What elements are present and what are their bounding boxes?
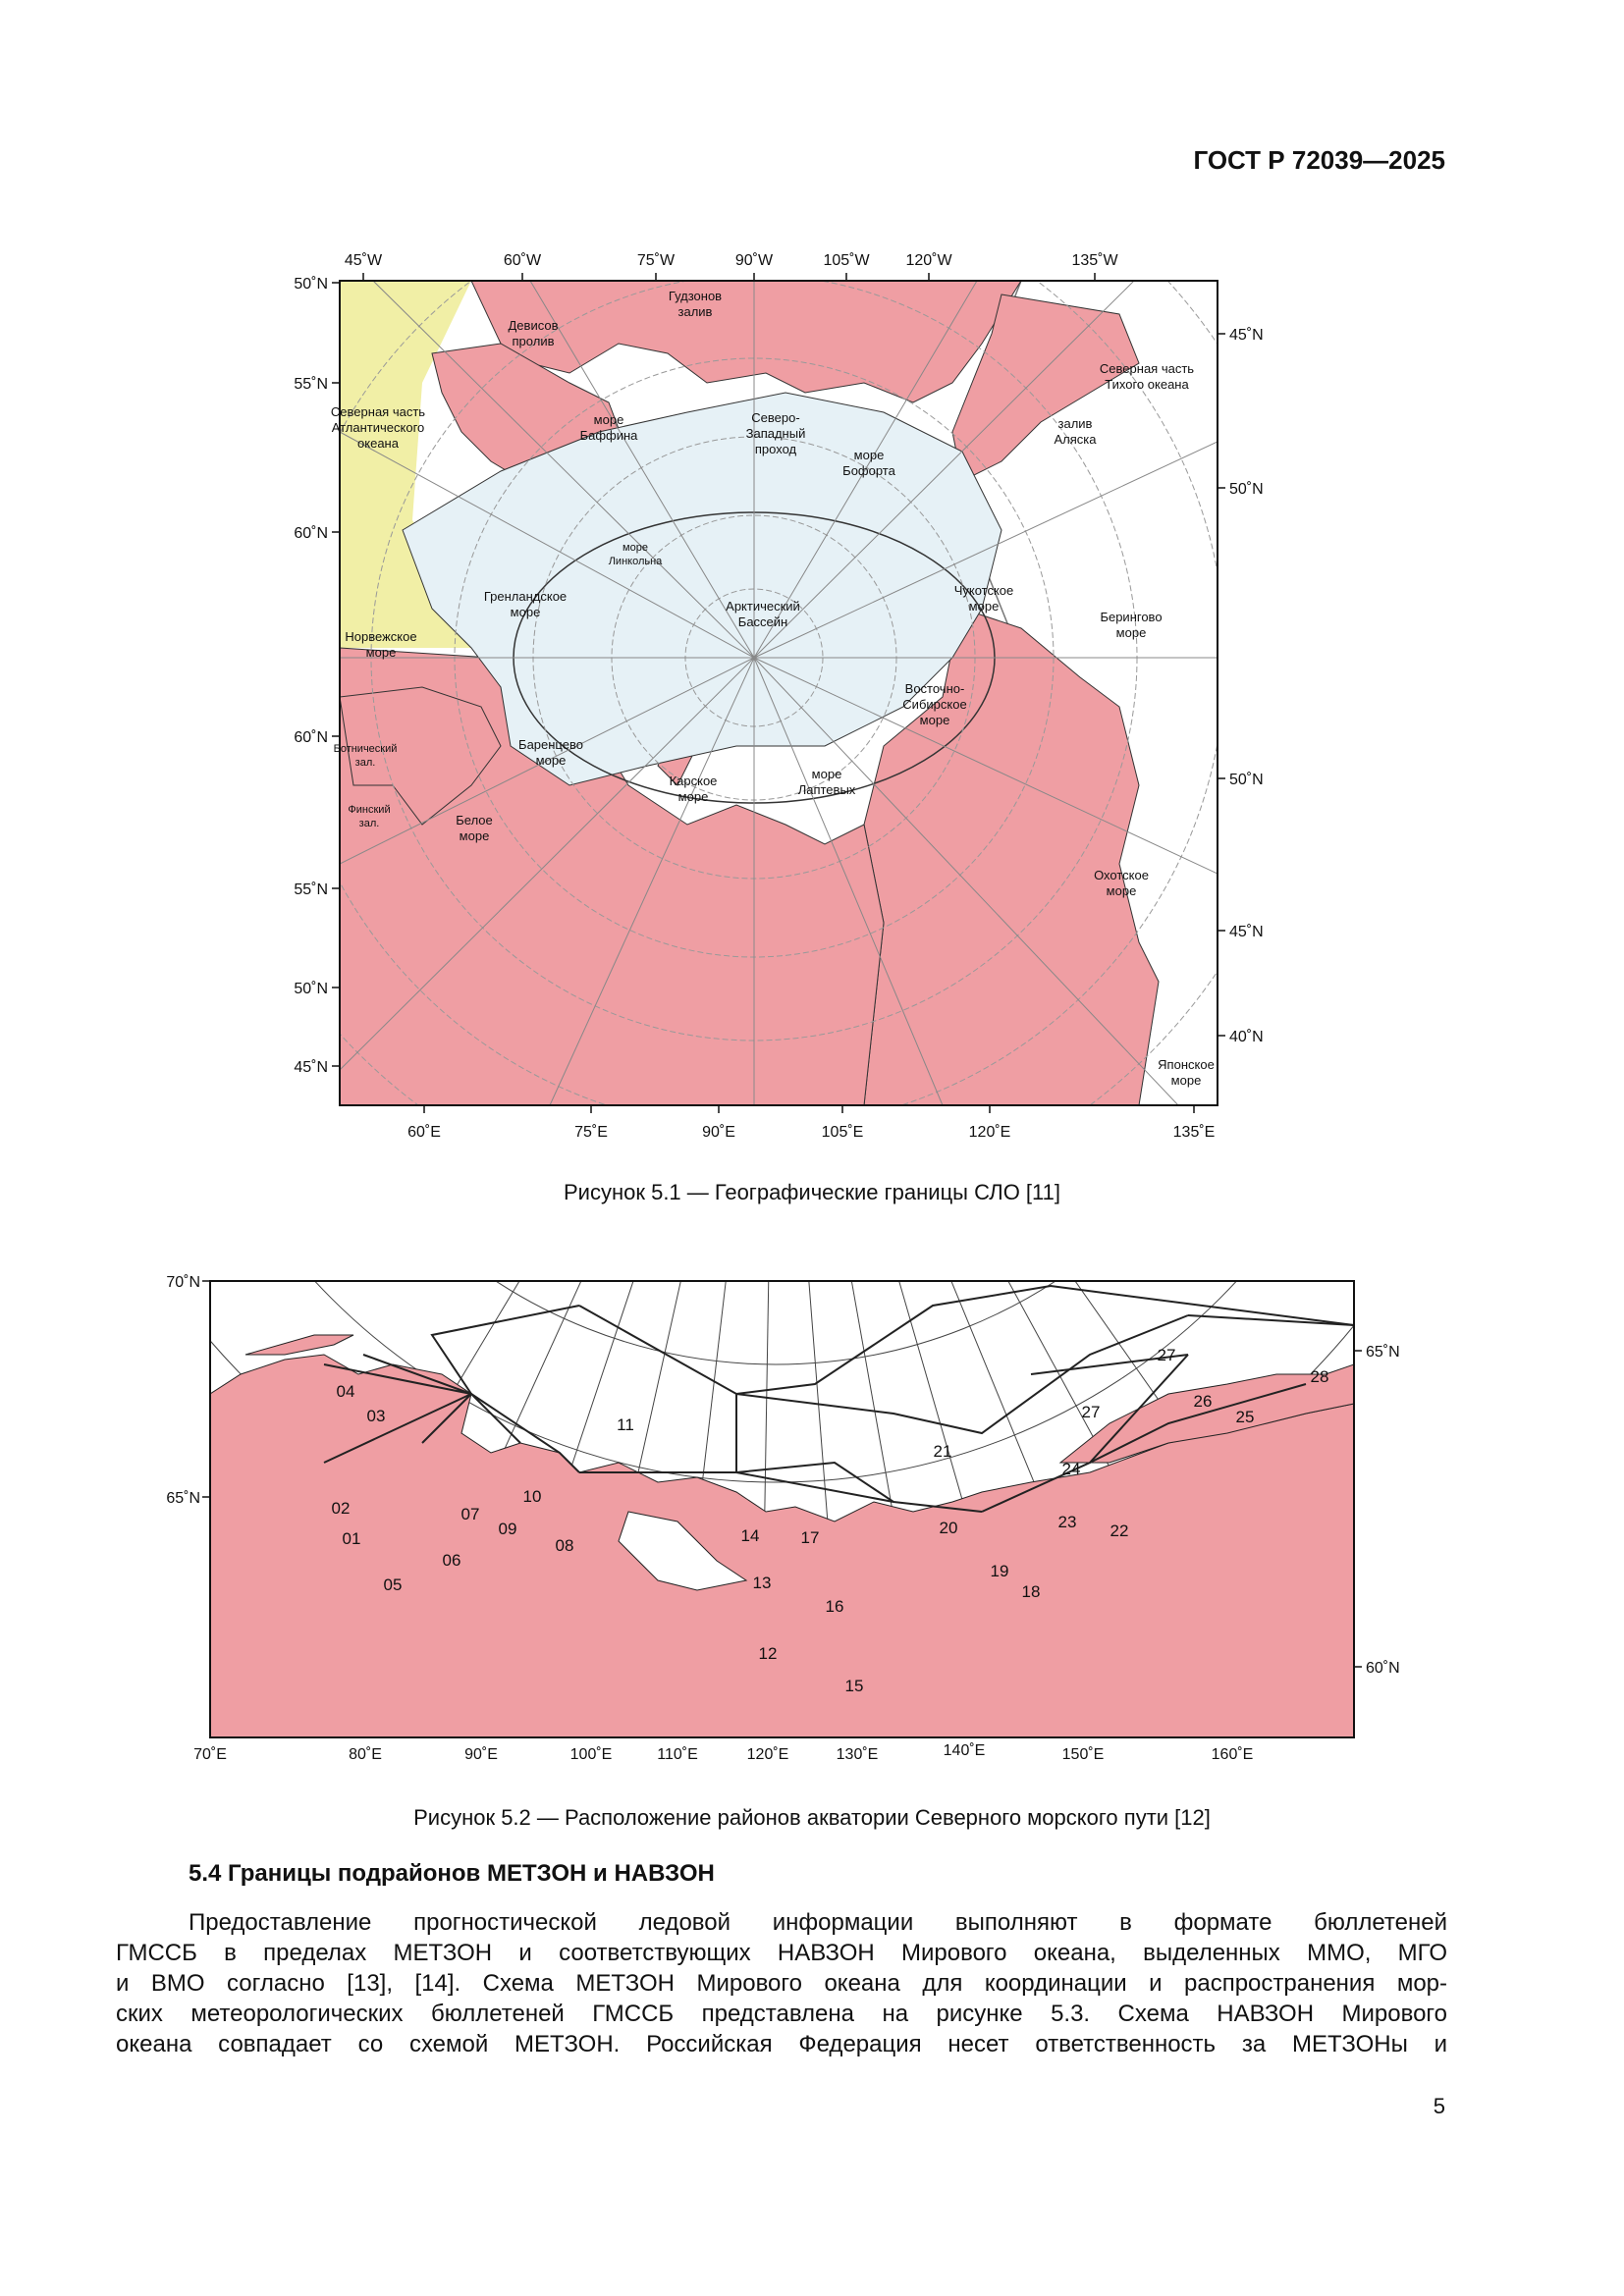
top-lon-label: 45˚W [344,252,383,269]
top-lon-label: 75˚W [636,252,676,269]
top-lon-label: 105˚W [823,252,870,269]
region-label: 18 [1021,1582,1041,1601]
left-lat-label: 60˚N [294,729,328,746]
left-lat-label: 50˚N [294,981,328,997]
bottom-lon-label: 60˚E [407,1124,441,1141]
left-lat-label: 65˚N [166,1490,200,1507]
bottom-lon-label: 130˚E [836,1746,879,1763]
bottom-lon-label: 120˚E [968,1124,1011,1141]
region-label: 23 [1057,1513,1077,1531]
bottom-lon-label: 120˚E [746,1746,789,1763]
label-lincoln-sea: море Линкольна [608,542,663,567]
left-lat-label: 55˚N [294,881,328,898]
right-lat-label: 60˚N [1366,1660,1400,1677]
region-label: 12 [758,1644,778,1663]
label-north-pacific: Северная часть Тихого океана [1099,361,1195,392]
label-laptev-sea: море Лаптевых [797,767,856,797]
top-lon-label: 60˚W [503,252,542,269]
region-label: 03 [366,1407,386,1425]
label-kara-sea: Карское море [669,774,718,804]
region-label: 22 [1110,1522,1129,1540]
region-label: 06 [442,1551,461,1570]
bottom-lon-label: 75˚E [574,1124,608,1141]
region-label: 11 [617,1415,634,1434]
region-label: 14 [740,1526,760,1545]
bottom-lon-label: 70˚E [193,1746,227,1763]
label-okhotsk-sea: Охотское море [1094,868,1149,898]
label-white-sea: Белое море [456,813,493,843]
right-lat-label: 45˚N [1229,327,1264,344]
label-gulf-of-alaska: залив Аляска [1054,416,1097,447]
right-lat-label: 50˚N [1229,481,1264,498]
label-barents-sea: Баренцево море [518,737,583,768]
bottom-lon-label: 160˚E [1211,1746,1254,1763]
right-lat-label: 65˚N [1366,1344,1400,1361]
bottom-lon-label: 110˚E [657,1746,698,1763]
region-label: 16 [825,1597,844,1616]
top-lon-label: 90˚W [734,252,774,269]
region-label: 10 [522,1487,542,1506]
label-east-siberian-sea: Восточно-Сибирское море [902,681,967,727]
region-label: 07 [460,1505,480,1523]
paragraph-line: Предоставление прогностической ледовой информации выполняют в формате бюллетеней [189,1909,1447,1936]
left-lat-label: 45˚N [294,1059,328,1076]
paragraph-line: океана совпадает со схемой МЕТЗОН. Российская Федерация несет ответственность за МЕТЗОНы и [116,2031,1447,2057]
label-norwegian-sea: Норвежское море [345,629,417,660]
label-gulf-of-bothnia: Ботнический зал. [333,743,398,769]
region-label: 01 [342,1529,361,1548]
label-bering-sea: Берингово море [1100,610,1163,640]
left-lat-label: 55˚N [294,376,328,393]
figure-5-1-caption: Рисунок 5.1 — Географические границы СЛО [11] [564,1180,1060,1204]
label-beaufort-sea: море Бофорта [842,448,895,478]
label-baffin-sea: море Баффина [579,412,638,443]
label-greenland-sea: Гренландское море [483,589,568,619]
bottom-lon-label: 105˚E [821,1124,864,1141]
page-number: 5 [1433,2094,1445,2118]
region-label: 13 [752,1574,772,1592]
region-label: 25 [1235,1408,1255,1426]
region-label: 04 [336,1382,355,1401]
region-label: 15 [844,1677,864,1695]
top-lon-label: 120˚W [905,252,952,269]
left-lat-label: 50˚N [294,276,328,293]
document-id: ГОСТ Р 72039—2025 [1193,145,1445,175]
top-lon-label: 135˚W [1071,252,1118,269]
region-label: 26 [1193,1392,1213,1411]
label-gulf-of-finland: Финский зал. [348,804,391,829]
region-label: 20 [939,1519,958,1537]
region-label: 27 [1081,1403,1101,1421]
arctic-boundaries-map [275,236,1264,1158]
left-lat-label: 70˚N [166,1274,200,1291]
right-lat-label: 40˚N [1229,1029,1264,1045]
label-hudson-bay: Гудзонов залив [668,289,723,319]
left-lat-label: 60˚N [294,525,328,542]
bottom-lon-label: 90˚E [464,1746,498,1763]
region-label: 09 [498,1520,517,1538]
label-chukchi-sea: Чукотское море [953,583,1014,614]
section-paragraph [116,1907,1447,2059]
label-north-atlantic: Северная часть Атлантического океана [330,404,426,451]
region-label: 02 [331,1499,351,1518]
paragraph-line: ГМССБ в пределах МЕТЗОН и соответствующих НАВЗОН Мирового океана, выделенных ММО, МГО [116,1940,1447,1966]
right-lat-label: 45˚N [1229,924,1264,940]
region-label: 27 [1157,1346,1176,1364]
bottom-lon-label: 100˚E [569,1746,613,1763]
paragraph-line: ских метеорологических бюллетеней ГМССБ представлена на рисунке 5.3. Схема НАВЗОН Мирового [116,2001,1447,2027]
paragraph-line: и ВМО согласно [13], [14]. Схема МЕТЗОН Мирового океана для координации и распространения мор- [116,1970,1447,1997]
label-davis-strait: Девисов пролив [508,318,559,348]
nsr-regions-map [147,1266,1424,1767]
figure-5-2-caption: Рисунок 5.2 — Расположение районов акватории Северного морского пути [12] [413,1805,1211,1830]
region-label: 17 [800,1528,820,1547]
label-arctic-basin: Арктический Бассейн [726,599,800,629]
region-label: 05 [383,1575,403,1594]
region-label: 24 [1061,1460,1081,1478]
bottom-lon-label: 80˚E [349,1746,382,1763]
bottom-lon-label: 90˚E [702,1124,735,1141]
section-title: 5.4 Границы подрайонов МЕТЗОН и НАВЗОН [189,1860,715,1887]
bottom-lon-label: 150˚E [1061,1746,1105,1763]
bottom-lon-label: 135˚E [1172,1124,1216,1141]
region-label: 21 [933,1442,952,1461]
region-label: 08 [555,1536,574,1555]
label-sea-of-japan: Японское море [1158,1057,1215,1088]
region-label: 19 [990,1562,1009,1580]
right-lat-label: 50˚N [1229,772,1264,788]
label-northwest-passage: Северо-Западный проход [745,410,806,456]
region-label: 28 [1310,1367,1329,1386]
bottom-lon-label: 140˚E [943,1742,986,1759]
